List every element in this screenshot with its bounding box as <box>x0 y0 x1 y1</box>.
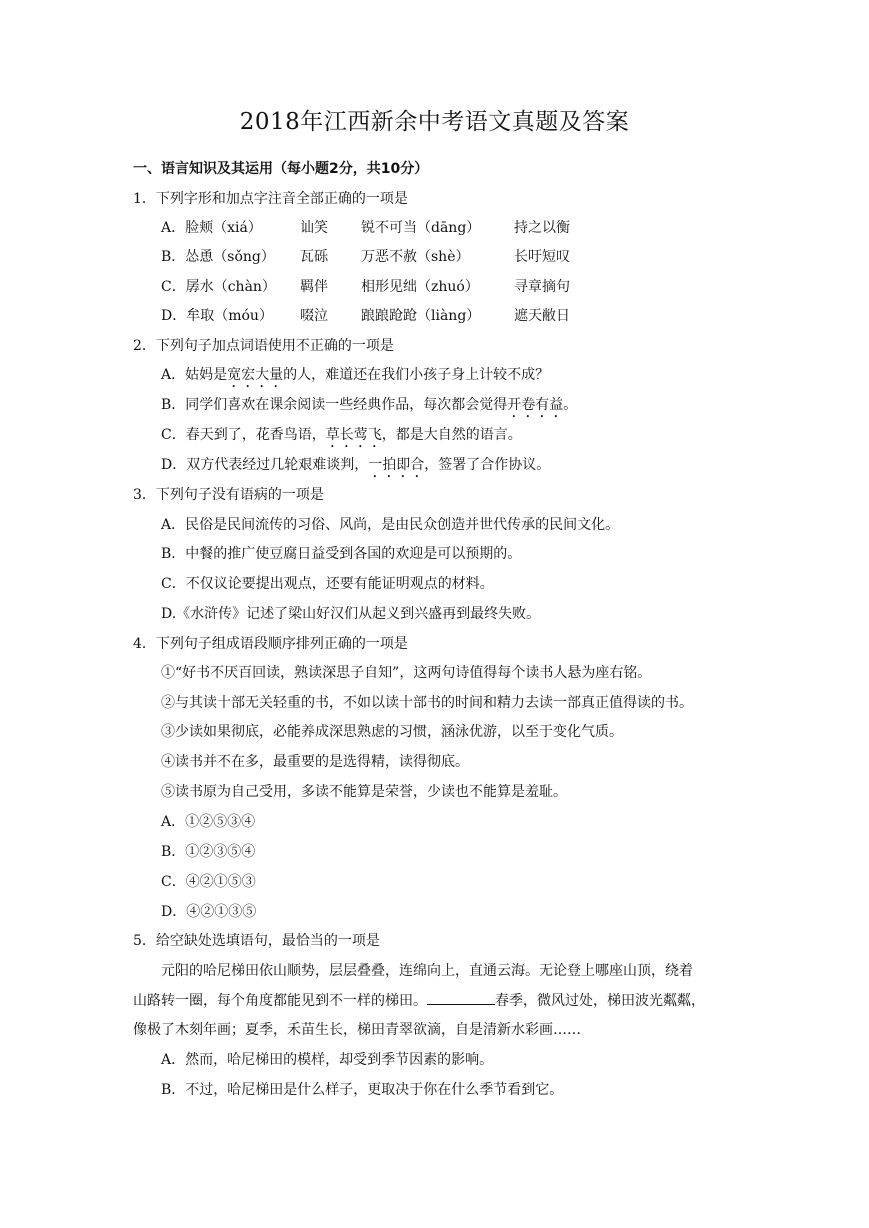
q3-option-c: C．不仅议论要提出观点，还要有能证明观点的材料。 <box>161 576 494 592</box>
question-3-stem: 3．下列句子没有语病的一项是 <box>133 487 324 503</box>
q5-passage-line-3: 像极了木刻年画；夏季，禾苗生长，梯田青翠欲滴，自是清新水彩画…… <box>133 1022 581 1038</box>
q1-option-b-word: 瓦砾 <box>300 249 328 265</box>
q2-option-d-dotted-word: 一拍即合 <box>368 457 425 473</box>
q4-option-c: C．④②①⑤③ <box>161 874 256 890</box>
q1-option-a-word: 讪笑 <box>300 220 328 236</box>
q2-option-c-dotted-word: 草长莺飞 <box>325 427 382 443</box>
q1-option-a-word: A．脸颊（xiá） <box>161 220 262 236</box>
q5-passage-line-2 <box>133 990 705 1010</box>
q2-option-c <box>161 424 522 451</box>
q2-option-d <box>161 454 550 481</box>
q4-option-b: B．①②③⑤④ <box>161 844 256 860</box>
q5-option-a: A．然而，哈尼梯田的模样，却受到季节因素的影响。 <box>161 1052 494 1068</box>
q4-sentence-2: ②与其读十部无关轻重的书，不如以读十部书的时间和精力去读一部真正值得读的书。 <box>161 695 693 711</box>
q5-passage-text: 山路转一圈，每个角度都能见到不一样的梯田。 <box>133 993 427 1009</box>
q4-sentence-5: ⑤读书原为自己受用，多读不能算是荣誉，少读也不能算是羞耻。 <box>161 784 567 800</box>
q5-option-b: B．不过，哈尼梯田是什么样子，更取决于你在什么季节看到它。 <box>161 1082 564 1098</box>
q1-option-d-word: 踉踉跄跄（liàng） <box>361 308 481 324</box>
q4-sentence-1: ①“好书不厌百回读，熟读深思子自知”，这两句诗值得每个读书人悬为座右铭。 <box>161 665 652 681</box>
q1-option-b-word: B．怂恿（sǒng） <box>161 249 275 265</box>
q2-option-d-text: D．双方代表经过几轮艰难谈判， <box>161 457 369 473</box>
q3-option-a: A．民俗是民间流传的习俗、风尚，是由民众创造并世代传承的民间文化。 <box>161 517 620 533</box>
q2-option-d-text: ，签署了合作协议。 <box>424 457 551 473</box>
fill-in-blank <box>427 990 495 1005</box>
q1-option-c-word: 寻章摘句 <box>514 279 570 295</box>
q1-option-c-word: C．孱水（chàn） <box>161 279 276 295</box>
q2-option-c-text: ，都是大自然的语言。 <box>381 427 522 443</box>
q4-option-a: A．①②⑤③④ <box>161 814 256 830</box>
section-heading: 一、语言知识及其运用（每小题2分，共10分） <box>133 161 429 177</box>
question-5-stem: 5．给空缺处选填语句，最恰当的一项是 <box>133 933 380 949</box>
q2-option-b <box>161 394 577 421</box>
q5-passage-line-1: 元阳的哈尼梯田依山顺势，层层叠叠，连绵向上，直通云海。无论登上哪座山顶，绕着 <box>161 963 693 979</box>
q5-passage-text: 春季，微风过处，梯田波光粼粼， <box>495 993 705 1009</box>
question-4-stem: 4．下列句子组成语段顺序排列正确的一项是 <box>133 636 408 652</box>
q2-option-a-text: 的人，难道还在我们小孩子身上计较不成？ <box>283 367 550 383</box>
q3-option-b: B．中餐的推广使豆腐日益受到各国的欢迎是可以预期的。 <box>161 546 522 562</box>
q2-option-b-text: B．同学们喜欢在课余阅读一些经典作品，每次都会觉得 <box>161 397 508 413</box>
q2-option-c-text: C．春天到了，花香鸟语， <box>161 427 326 443</box>
q1-option-a-word: 持之以衡 <box>514 220 570 236</box>
q2-option-a <box>161 364 549 391</box>
q1-option-d-word: 遮天敝日 <box>514 308 570 324</box>
page-title: 2018年江西新余中考语文真题及答案 <box>239 109 630 135</box>
question-2-stem: 2．下列句子加点词语使用不正确的一项是 <box>133 338 394 354</box>
q1-option-d-word: 啜泣 <box>300 308 328 324</box>
q4-option-d: D．④②①③⑤ <box>161 904 257 920</box>
q1-option-c-word: 相形见绌（zhuó） <box>361 279 479 295</box>
q4-sentence-4: ④读书并不在多，最重要的是选得精，读得彻底。 <box>161 754 469 770</box>
q1-option-b-word: 长吁短叹 <box>514 249 570 265</box>
q2-option-a-dotted-word: 宽宏大量 <box>227 367 284 383</box>
q4-sentence-3: ③少读如果彻底，必能养成深思熟虑的习惯，涵泳优游，以至于变化气质。 <box>161 724 623 740</box>
q1-option-a-word: 锐不可当（dāng） <box>361 220 481 236</box>
question-1-stem: 1．下列字形和加点字注音全部正确的一项是 <box>133 191 408 207</box>
q2-option-b-text: 。 <box>563 397 578 413</box>
q2-option-a-text: A．姑妈是 <box>161 367 228 383</box>
q1-option-c-word: 羁伴 <box>300 279 328 295</box>
q2-option-b-dotted-word: 开卷有益 <box>507 397 564 413</box>
q3-option-d: D.《水浒传》记述了梁山好汉们从起义到兴盛再到最终失败。 <box>161 606 541 622</box>
q1-option-b-word: 万恶不赦（shè） <box>361 249 470 265</box>
q1-option-d-word: D．牟取（móu） <box>161 308 273 324</box>
